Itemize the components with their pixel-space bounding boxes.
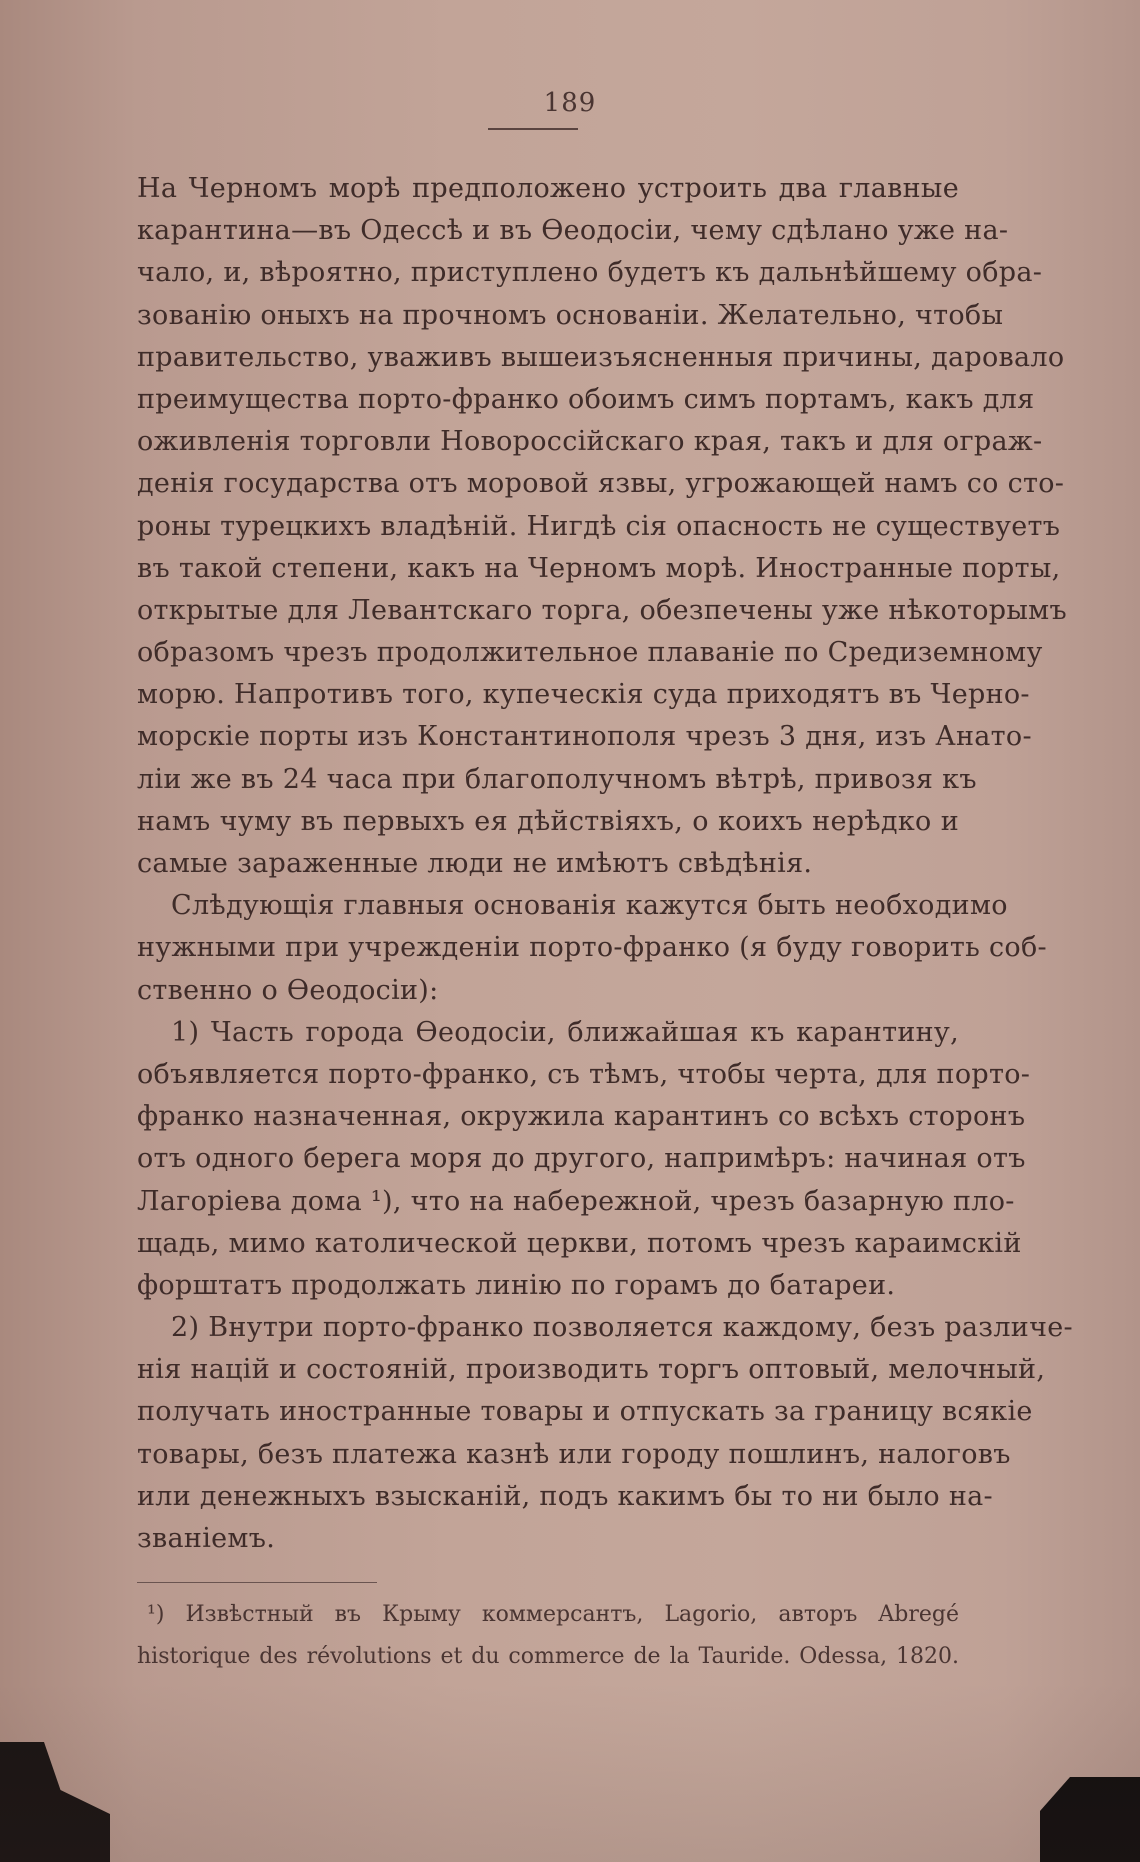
text-line: Лагоріева дома ¹), что на набережной, чрезъ базарную пло-: [137, 1185, 1015, 1217]
text-line: Слѣдующія главныя основанія кажутся быть необходимо: [171, 890, 1008, 922]
text-line: карантина—въ Одессѣ и въ Ѳеодосіи, чему сдѣлано уже на-: [137, 215, 1009, 247]
paragraph-3: [137, 1012, 1031, 1307]
text-line: нія націй и состояній, производить торгъ оптовый, мелочный,: [137, 1354, 1046, 1386]
paragraph-1: [137, 168, 1067, 885]
text-line: зованію оныхъ на прочномъ основаніи. Желательно, чтобы: [137, 299, 1004, 331]
text-line: морскіе порты изъ Константинополя чрезъ 3 дня, изъ Анато-: [137, 721, 1032, 753]
text-line: роны турецкихъ владѣній. Нигдѣ сія опасность не существуетъ: [137, 510, 1061, 542]
text-line: намъ чуму въ первыхъ ея дѣйствіяхъ, о коихъ нерѣдко и: [137, 805, 959, 837]
text-line: чало, и, вѣроятно, приступлено будетъ къ дальнѣйшему обра-: [137, 257, 1043, 289]
text-line: На Черномъ морѣ предположено устроить два главные: [137, 173, 959, 204]
text-line: морю. Напротивъ того, купеческія суда приходятъ въ Черно-: [137, 679, 1030, 711]
text-line: получать иностранные товары и отпускать за границу всякіе: [137, 1396, 1033, 1428]
paragraph-4: [137, 1307, 1073, 1560]
text-line: званіемъ.: [137, 1523, 276, 1554]
text-line: ліи же въ 24 часа при благополучномъ вѣтрѣ, привозя къ: [137, 763, 977, 795]
text-line: преимущества порто-франко обоимъ симъ портамъ, какъ для: [137, 383, 1035, 415]
text-line: 1) Часть города Ѳеодосіи, ближайшая къ карантину,: [171, 1016, 959, 1048]
page-number: 189: [543, 88, 597, 118]
text-line: 2) Внутри порто-франко позволяется каждому, безъ различе-: [171, 1312, 1073, 1344]
text-line: отъ одного берега моря до другого, напримѣръ: начиная отъ: [137, 1143, 1026, 1175]
text-line: денія государства отъ моровой язвы, угрожающей намъ со сто-: [137, 468, 1065, 500]
footnote-line: historique des révolutions et du commerce de la Tauride. Odessa, 1820.: [137, 1644, 959, 1670]
text-line: въ такой степени, какъ на Черномъ морѣ. Иностранные порты,: [137, 552, 1061, 584]
text-line: самые зараженные люди не имѣютъ свѣдѣнія.: [137, 848, 813, 879]
scan-edge-shadow-right: [1040, 1777, 1140, 1862]
body-text: [137, 168, 1073, 1560]
paragraph-2: [137, 885, 1047, 1012]
footnote-line: ¹) Извѣстный въ Крыму коммерсантъ, Lagorio, авторъ Abregé: [147, 1602, 959, 1627]
header-rule: [488, 128, 578, 130]
text-line: открытые для Левантскаго торга, обезпечены уже нѣкоторымъ: [137, 594, 1067, 626]
text-line: щадь, мимо католической церкви, потомъ чрезъ караимскій: [137, 1227, 1022, 1259]
footnote-rule: [137, 1582, 377, 1583]
text-line: правительство, уваживъ вышеизъясненныя причины, даровало: [137, 341, 1065, 373]
text-line: образомъ чрезъ продолжительное плаваніе по Средиземному: [137, 637, 1043, 669]
text-line: ственно о Ѳеодосіи):: [137, 974, 439, 1006]
text-line: нужными при учрежденіи порто-франко (я буду говорить соб-: [137, 932, 1047, 964]
text-line: франко назначенная, окружила карантинъ со всѣхъ сторонъ: [137, 1101, 1026, 1133]
scan-edge-shadow-left: [0, 1742, 110, 1862]
text-line: или денежныхъ взысканій, подъ какимъ бы то ни было на-: [137, 1480, 993, 1512]
text-line: объявляется порто-франко, съ тѣмъ, чтобы черта, для порто-: [137, 1058, 1031, 1090]
text-line: товары, безъ платежа казнѣ или городу пошлинъ, налоговъ: [137, 1438, 1011, 1470]
text-line: форштатъ продолжать линію по горамъ до батареи.: [137, 1269, 896, 1301]
text-line: оживленія торговли Новороссійскаго края, такъ и для ограж-: [137, 426, 1043, 458]
footnote: [137, 1598, 959, 1682]
